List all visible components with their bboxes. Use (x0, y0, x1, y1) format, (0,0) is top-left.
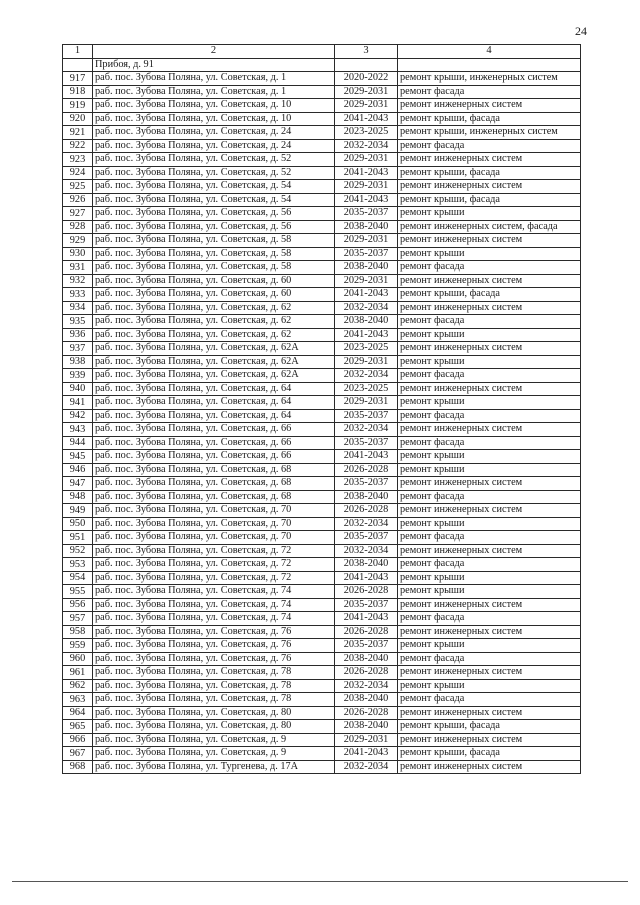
address-cell: раб. пос. Зубова Поляна, ул. Советская, д. 9 (93, 733, 335, 747)
address-cell: раб. пос. Зубова Поляна, ул. Советская, д. 52 (93, 166, 335, 180)
page-number: 24 (575, 24, 587, 38)
table-row (63, 220, 581, 234)
period-cell: 2032-2034 (335, 423, 398, 437)
work-type-cell: ремонт инженерных систем (398, 598, 581, 612)
period-cell: 2041-2043 (335, 450, 398, 464)
row-number: 966 (63, 733, 93, 747)
table-row (63, 612, 581, 626)
work-type-cell: ремонт инженерных систем (398, 99, 581, 113)
table-row (63, 652, 581, 666)
row-number: 920 (63, 112, 93, 126)
period-cell: 2026-2028 (335, 463, 398, 477)
table-row (63, 382, 581, 396)
period-cell: 2032-2034 (335, 760, 398, 774)
table-row (63, 288, 581, 302)
table-row (63, 504, 581, 518)
table-row (63, 85, 581, 99)
address-cell: раб. пос. Зубова Поляна, ул. Советская, д. 66 (93, 450, 335, 464)
period-cell: 2029-2031 (335, 153, 398, 167)
row-number: 964 (63, 706, 93, 720)
table-row (63, 153, 581, 167)
work-type-cell: ремонт крыши, фасада (398, 112, 581, 126)
table-row (63, 585, 581, 599)
work-type-cell: ремонт инженерных систем (398, 342, 581, 356)
row-number: 961 (63, 666, 93, 680)
address-cell: раб. пос. Зубова Поляна, ул. Советская, д. 10 (93, 99, 335, 113)
work-type-cell: ремонт инженерных систем (398, 706, 581, 720)
row-number: 963 (63, 693, 93, 707)
address-cell: раб. пос. Зубова Поляна, ул. Советская, д. 58 (93, 247, 335, 261)
address-cell: раб. пос. Зубова Поляна, ул. Советская, д. 64 (93, 409, 335, 423)
row-number: 946 (63, 463, 93, 477)
table-row (63, 234, 581, 248)
row-number: 945 (63, 450, 93, 464)
table-row (63, 639, 581, 653)
table-row (63, 207, 581, 221)
work-type-cell: ремонт крыши (398, 328, 581, 342)
column-header: 2 (93, 45, 335, 59)
address-cell: раб. пос. Зубова Поляна, ул. Тургенева, д. 17А (93, 760, 335, 774)
period-cell: 2035-2037 (335, 639, 398, 653)
work-type-cell: ремонт инженерных систем (398, 274, 581, 288)
address-cell: раб. пос. Зубова Поляна, ул. Советская, д. 80 (93, 720, 335, 734)
table-row (63, 369, 581, 383)
table-row (63, 477, 581, 491)
table-row (63, 328, 581, 342)
table-row (63, 423, 581, 437)
table-row (63, 409, 581, 423)
period-cell: 2032-2034 (335, 139, 398, 153)
work-type-cell: ремонт крыши (398, 679, 581, 693)
row-number: 937 (63, 342, 93, 356)
work-type-cell: ремонт фасада (398, 139, 581, 153)
period-cell: 2026-2028 (335, 504, 398, 518)
row-number: 952 (63, 544, 93, 558)
work-type-cell: ремонт крыши (398, 247, 581, 261)
table-row (63, 720, 581, 734)
work-type-cell: ремонт инженерных систем (398, 760, 581, 774)
work-type-cell: ремонт крыши (398, 585, 581, 599)
row-number: 967 (63, 747, 93, 761)
period-cell: 2035-2037 (335, 207, 398, 221)
work-type-cell: ремонт фасада (398, 409, 581, 423)
table-row (63, 517, 581, 531)
row-number: 938 (63, 355, 93, 369)
address-cell: раб. пос. Зубова Поляна, ул. Советская, д. 72 (93, 571, 335, 585)
period-cell: 2029-2031 (335, 396, 398, 410)
table-row (63, 139, 581, 153)
period-cell: 2026-2028 (335, 585, 398, 599)
row-number: 928 (63, 220, 93, 234)
work-type-cell: ремонт инженерных систем (398, 625, 581, 639)
table-row (63, 274, 581, 288)
row-number: 947 (63, 477, 93, 491)
table-row (63, 126, 581, 140)
work-type-cell: ремонт крыши (398, 463, 581, 477)
table-row (63, 706, 581, 720)
work-type-cell: ремонт инженерных систем (398, 504, 581, 518)
address-cell: раб. пос. Зубова Поляна, ул. Советская, д. 56 (93, 220, 335, 234)
row-number: 934 (63, 301, 93, 315)
period-cell: 2041-2043 (335, 328, 398, 342)
address-cell: раб. пос. Зубова Поляна, ул. Советская, д. 60 (93, 288, 335, 302)
period-cell: 2035-2037 (335, 598, 398, 612)
work-type-cell: ремонт крыши (398, 517, 581, 531)
address-cell: раб. пос. Зубова Поляна, ул. Советская, д. 1 (93, 72, 335, 86)
row-number: 950 (63, 517, 93, 531)
address-cell: раб. пос. Зубова Поляна, ул. Советская, д. 76 (93, 625, 335, 639)
table-row (63, 99, 581, 113)
period-cell: 2029-2031 (335, 355, 398, 369)
address-cell: раб. пос. Зубова Поляна, ул. Советская, д. 24 (93, 126, 335, 140)
work-type-cell: ремонт фасада (398, 369, 581, 383)
continuation-row (63, 58, 581, 72)
row-number: 954 (63, 571, 93, 585)
table-row (63, 598, 581, 612)
scan-edge-line (12, 881, 628, 882)
period-cell: 2026-2028 (335, 666, 398, 680)
address-cell: раб. пос. Зубова Поляна, ул. Советская, д. 10 (93, 112, 335, 126)
work-type-cell: ремонт крыши (398, 450, 581, 464)
address-cell: раб. пос. Зубова Поляна, ул. Советская, д. 76 (93, 639, 335, 653)
address-cell: раб. пос. Зубова Поляна, ул. Советская, д. 54 (93, 180, 335, 194)
table-row (63, 193, 581, 207)
address-cell: раб. пос. Зубова Поляна, ул. Советская, д. 62 (93, 315, 335, 329)
address-cell: раб. пос. Зубова Поляна, ул. Советская, д. 24 (93, 139, 335, 153)
period-cell: 2029-2031 (335, 99, 398, 113)
period-cell: 2038-2040 (335, 720, 398, 734)
row-number: 929 (63, 234, 93, 248)
work-type-cell: ремонт фасада (398, 693, 581, 707)
table-row (63, 463, 581, 477)
work-type-cell: ремонт крыши (398, 207, 581, 221)
period-cell: 2041-2043 (335, 112, 398, 126)
address-cell: раб. пос. Зубова Поляна, ул. Советская, д. 56 (93, 207, 335, 221)
row-number: 944 (63, 436, 93, 450)
address-cell: раб. пос. Зубова Поляна, ул. Советская, д. 74 (93, 598, 335, 612)
work-type-cell: ремонт крыши (398, 355, 581, 369)
table-row (63, 72, 581, 86)
row-number: 968 (63, 760, 93, 774)
work-type-cell: ремонт крыши, фасада (398, 193, 581, 207)
table-body (63, 58, 581, 774)
row-number: 960 (63, 652, 93, 666)
work-type-cell: ремонт крыши, инженерных систем (398, 126, 581, 140)
work-type-cell: ремонт инженерных систем (398, 666, 581, 680)
work-type-cell: ремонт инженерных систем (398, 544, 581, 558)
address-cell: раб. пос. Зубова Поляна, ул. Советская, д. 54 (93, 193, 335, 207)
address-cell: раб. пос. Зубова Поляна, ул. Советская, д. 78 (93, 693, 335, 707)
work-type-cell: ремонт фасада (398, 315, 581, 329)
period-cell: 2038-2040 (335, 558, 398, 572)
work-type-cell: ремонт инженерных систем (398, 301, 581, 315)
address-cell: раб. пос. Зубова Поляна, ул. Советская, д. 74 (93, 612, 335, 626)
table-row (63, 490, 581, 504)
row-number: 926 (63, 193, 93, 207)
address-cell: раб. пос. Зубова Поляна, ул. Советская, д. 62 (93, 301, 335, 315)
row-number: 940 (63, 382, 93, 396)
period-cell: 2023-2025 (335, 126, 398, 140)
table-row (63, 450, 581, 464)
row-number: 943 (63, 423, 93, 437)
row-number: 957 (63, 612, 93, 626)
work-type-cell: ремонт крыши (398, 396, 581, 410)
header-row (63, 45, 581, 59)
address-cell: раб. пос. Зубова Поляна, ул. Советская, д. 66 (93, 436, 335, 450)
period-cell: 2035-2037 (335, 436, 398, 450)
address-cell: раб. пос. Зубова Поляна, ул. Советская, д. 78 (93, 666, 335, 680)
row-number: 956 (63, 598, 93, 612)
work-type-cell: ремонт крыши, инженерных систем (398, 72, 581, 86)
period-cell: 2020-2022 (335, 72, 398, 86)
work-type-cell: ремонт инженерных систем, фасада (398, 220, 581, 234)
work-type-cell: ремонт фасада (398, 558, 581, 572)
row-number: 923 (63, 153, 93, 167)
row-number: 924 (63, 166, 93, 180)
table-row (63, 733, 581, 747)
address-cell: раб. пос. Зубова Поляна, ул. Советская, д. 68 (93, 490, 335, 504)
period-cell: 2029-2031 (335, 180, 398, 194)
column-header: 1 (63, 45, 93, 59)
period-cell: 2041-2043 (335, 612, 398, 626)
table-row (63, 544, 581, 558)
row-number: 936 (63, 328, 93, 342)
work-type-cell: ремонт фасада (398, 85, 581, 99)
row-number: 917 (63, 72, 93, 86)
address-cell: раб. пос. Зубова Поляна, ул. Советская, д. 68 (93, 463, 335, 477)
table-row (63, 679, 581, 693)
row-number: 951 (63, 531, 93, 545)
table-row (63, 558, 581, 572)
period-cell: 2041-2043 (335, 747, 398, 761)
work-type-cell: ремонт инженерных систем (398, 153, 581, 167)
address-cell: раб. пос. Зубова Поляна, ул. Советская, д. 68 (93, 477, 335, 491)
period-cell: 2041-2043 (335, 288, 398, 302)
period-cell: 2038-2040 (335, 490, 398, 504)
table-row (63, 666, 581, 680)
address-cell: раб. пос. Зубова Поляна, ул. Советская, д. 62 (93, 328, 335, 342)
period-cell: 2029-2031 (335, 733, 398, 747)
table-header (63, 45, 581, 59)
period-cell: 2035-2037 (335, 247, 398, 261)
address-cell: раб. пос. Зубова Поляна, ул. Советская, д. 64 (93, 382, 335, 396)
work-type-cell: ремонт крыши (398, 571, 581, 585)
row-number: 930 (63, 247, 93, 261)
row-number: 958 (63, 625, 93, 639)
table-row (63, 625, 581, 639)
work-type-cell: ремонт фасада (398, 490, 581, 504)
address-cell: раб. пос. Зубова Поляна, ул. Советская, д. 9 (93, 747, 335, 761)
table-row (63, 315, 581, 329)
repair-schedule-table (62, 44, 581, 774)
address-cell: раб. пос. Зубова Поляна, ул. Советская, д. 70 (93, 517, 335, 531)
period-cell: 2029-2031 (335, 234, 398, 248)
period-cell: 2023-2025 (335, 342, 398, 356)
period-cell: 2026-2028 (335, 706, 398, 720)
address-cell: раб. пос. Зубова Поляна, ул. Советская, д. 52 (93, 153, 335, 167)
work-type-cell: ремонт инженерных систем (398, 733, 581, 747)
period-cell: 2029-2031 (335, 274, 398, 288)
continuation-address: Прибоя, д. 91 (93, 58, 335, 72)
row-number: 962 (63, 679, 93, 693)
row-number: 948 (63, 490, 93, 504)
table-row (63, 571, 581, 585)
row-number: 933 (63, 288, 93, 302)
work-type-cell: ремонт инженерных систем (398, 477, 581, 491)
row-number: 965 (63, 720, 93, 734)
work-type-cell: ремонт фасада (398, 612, 581, 626)
work-type-cell: ремонт фасада (398, 261, 581, 275)
period-cell: 2032-2034 (335, 369, 398, 383)
row-number: 922 (63, 139, 93, 153)
period-cell: 2032-2034 (335, 517, 398, 531)
work-type-cell: ремонт инженерных систем (398, 234, 581, 248)
address-cell: раб. пос. Зубова Поляна, ул. Советская, д. 64 (93, 396, 335, 410)
row-number: 925 (63, 180, 93, 194)
period-cell: 2038-2040 (335, 652, 398, 666)
address-cell: раб. пос. Зубова Поляна, ул. Советская, д. 58 (93, 234, 335, 248)
address-cell: раб. пос. Зубова Поляна, ул. Советская, д. 62А (93, 342, 335, 356)
table-row (63, 247, 581, 261)
address-cell: раб. пос. Зубова Поляна, ул. Советская, д. 66 (93, 423, 335, 437)
period-cell: 2032-2034 (335, 544, 398, 558)
period-cell: 2035-2037 (335, 409, 398, 423)
work-type-cell: ремонт инженерных систем (398, 423, 581, 437)
row-number: 955 (63, 585, 93, 599)
table-row (63, 112, 581, 126)
row-number: 959 (63, 639, 93, 653)
work-type-cell: ремонт фасада (398, 652, 581, 666)
work-type-cell: ремонт крыши, фасада (398, 166, 581, 180)
work-type-cell: ремонт крыши (398, 639, 581, 653)
table-row (63, 301, 581, 315)
address-cell: раб. пос. Зубова Поляна, ул. Советская, д. 72 (93, 558, 335, 572)
work-type-cell: ремонт инженерных систем (398, 180, 581, 194)
row-number: 921 (63, 126, 93, 140)
address-cell: раб. пос. Зубова Поляна, ул. Советская, д. 76 (93, 652, 335, 666)
period-cell: 2023-2025 (335, 382, 398, 396)
table-row (63, 180, 581, 194)
work-type-cell: ремонт крыши, фасада (398, 288, 581, 302)
table-row (63, 355, 581, 369)
row-number: 949 (63, 504, 93, 518)
address-cell: раб. пос. Зубова Поляна, ул. Советская, д. 70 (93, 531, 335, 545)
period-cell: 2032-2034 (335, 679, 398, 693)
period-cell: 2038-2040 (335, 315, 398, 329)
work-type-cell: ремонт фасада (398, 531, 581, 545)
address-cell: раб. пос. Зубова Поляна, ул. Советская, д. 78 (93, 679, 335, 693)
table-row (63, 342, 581, 356)
period-cell: 2026-2028 (335, 625, 398, 639)
address-cell: раб. пос. Зубова Поляна, ул. Советская, д. 70 (93, 504, 335, 518)
work-type-cell: ремонт крыши, фасада (398, 747, 581, 761)
period-cell: 2038-2040 (335, 693, 398, 707)
period-cell: 2038-2040 (335, 220, 398, 234)
address-cell: раб. пос. Зубова Поляна, ул. Советская, д. 74 (93, 585, 335, 599)
table-row (63, 396, 581, 410)
address-cell: раб. пос. Зубова Поляна, ул. Советская, д. 1 (93, 85, 335, 99)
address-cell: раб. пос. Зубова Поляна, ул. Советская, д. 72 (93, 544, 335, 558)
period-cell: 2029-2031 (335, 85, 398, 99)
work-type-cell: ремонт крыши, фасада (398, 720, 581, 734)
row-number: 927 (63, 207, 93, 221)
work-type-cell: ремонт фасада (398, 436, 581, 450)
address-cell: раб. пос. Зубова Поляна, ул. Советская, д. 62А (93, 355, 335, 369)
table-row (63, 436, 581, 450)
address-cell: раб. пос. Зубова Поляна, ул. Советская, д. 58 (93, 261, 335, 275)
period-cell: 2038-2040 (335, 261, 398, 275)
row-number: 935 (63, 315, 93, 329)
work-type-cell: ремонт инженерных систем (398, 382, 581, 396)
address-cell: раб. пос. Зубова Поляна, ул. Советская, д. 62А (93, 369, 335, 383)
period-cell: 2041-2043 (335, 571, 398, 585)
row-number: 931 (63, 261, 93, 275)
row-number: 939 (63, 369, 93, 383)
column-header: 3 (335, 45, 398, 59)
table-row (63, 531, 581, 545)
column-header: 4 (398, 45, 581, 59)
period-cell: 2041-2043 (335, 166, 398, 180)
address-cell: раб. пос. Зубова Поляна, ул. Советская, д. 80 (93, 706, 335, 720)
row-number: 941 (63, 396, 93, 410)
table-row (63, 693, 581, 707)
period-cell: 2035-2037 (335, 477, 398, 491)
table-row (63, 760, 581, 774)
table-row (63, 166, 581, 180)
table-row (63, 747, 581, 761)
row-number: 942 (63, 409, 93, 423)
row-number: 932 (63, 274, 93, 288)
row-number: 919 (63, 99, 93, 113)
row-number: 953 (63, 558, 93, 572)
row-number: 918 (63, 85, 93, 99)
table-row (63, 261, 581, 275)
period-cell: 2041-2043 (335, 193, 398, 207)
period-cell: 2032-2034 (335, 301, 398, 315)
period-cell: 2035-2037 (335, 531, 398, 545)
address-cell: раб. пос. Зубова Поляна, ул. Советская, д. 60 (93, 274, 335, 288)
